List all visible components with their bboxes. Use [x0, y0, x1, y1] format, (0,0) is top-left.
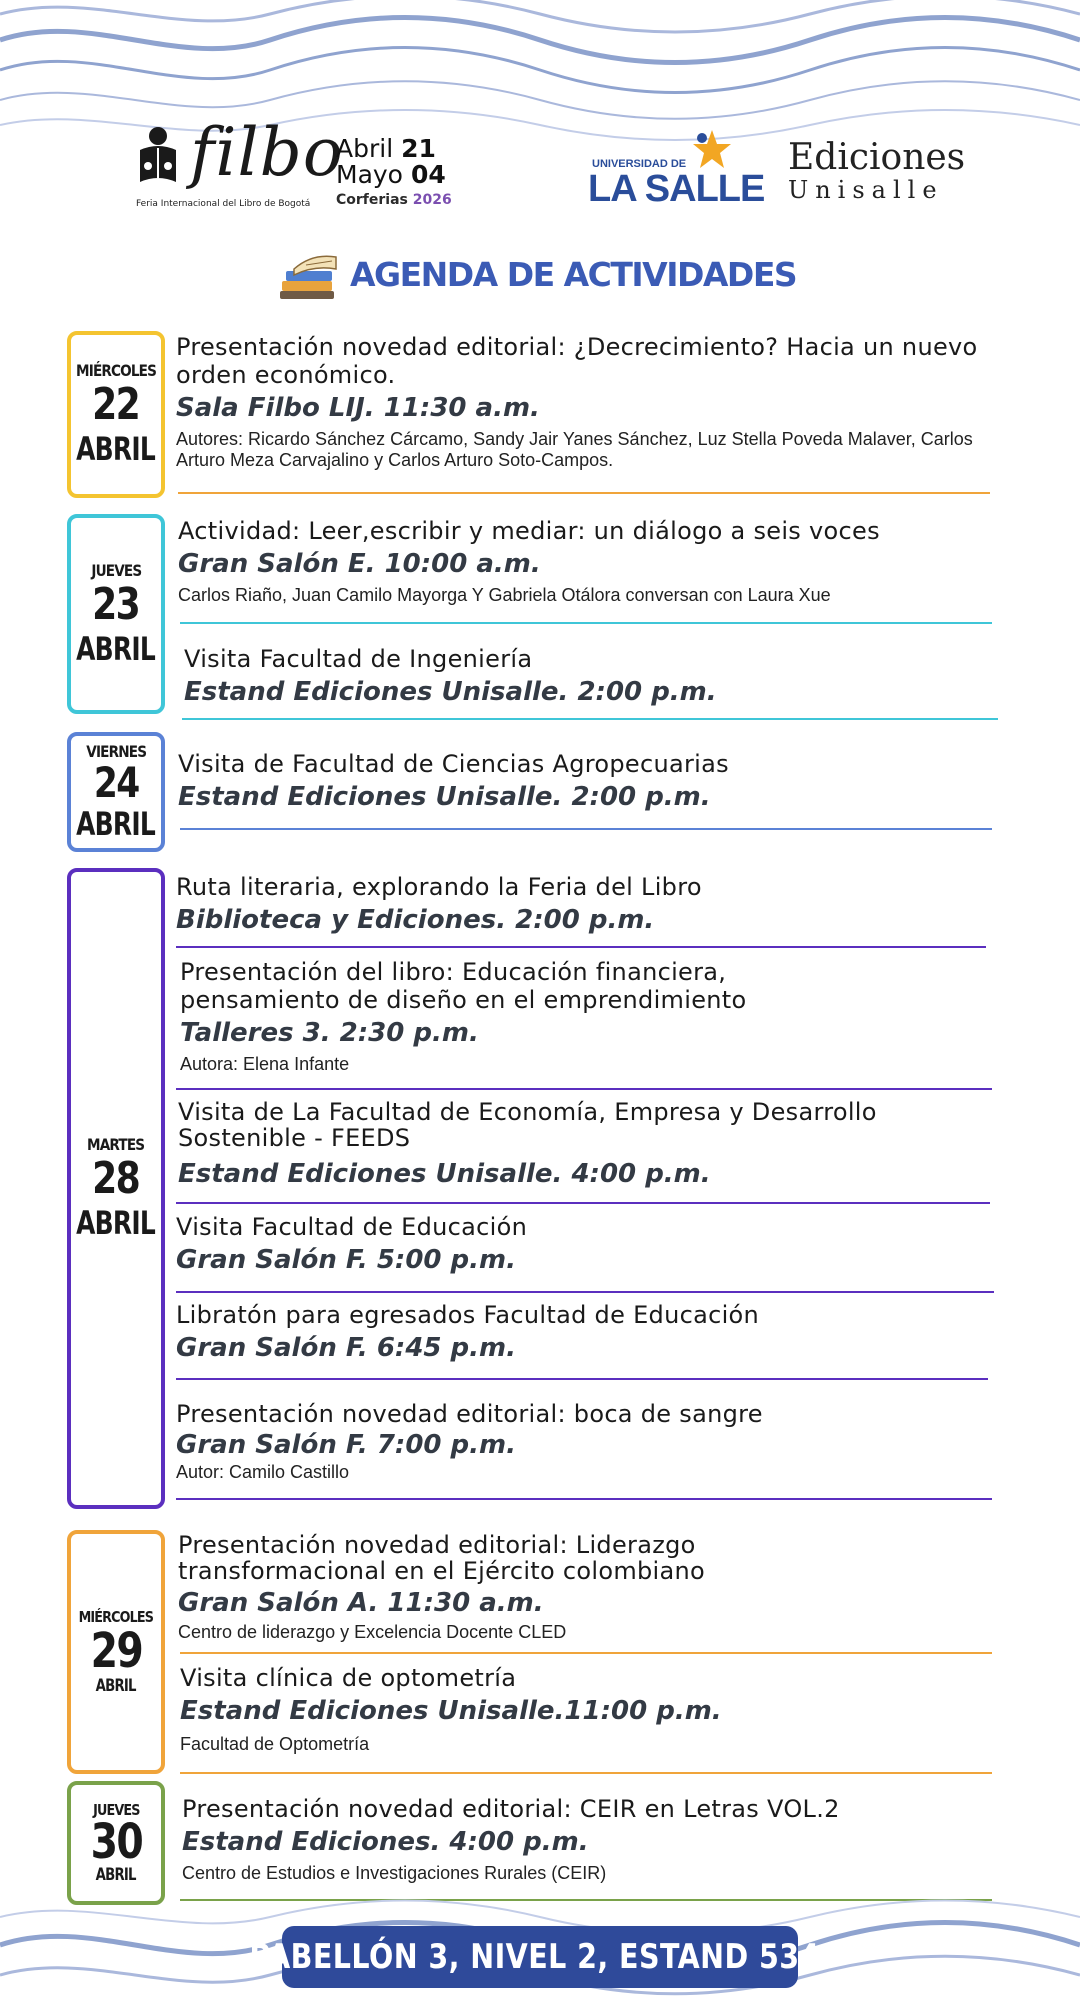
- event-divider: [176, 946, 986, 948]
- event-item: [184, 645, 1004, 709]
- filbo-dates: [336, 136, 446, 188]
- date-box-29-abril: [67, 1530, 165, 1774]
- event-item: [176, 873, 996, 937]
- event-divider: [176, 1291, 994, 1293]
- event-item: [178, 1099, 1008, 1191]
- date-day: 28: [92, 1153, 140, 1204]
- event-place: Gran Salón E. 10:00 a.m.: [178, 549, 541, 579]
- filbo-wordmark: filbo: [190, 114, 344, 191]
- filbo-start-month: Abril: [336, 134, 394, 163]
- filbo-logo: [132, 114, 462, 216]
- event-note: Centro de liderazgo y Excelencia Docente CLED: [178, 1622, 567, 1642]
- date-day: 30: [90, 1814, 142, 1870]
- filbo-start-day: 21: [401, 134, 436, 163]
- event-note: Centro de Estudios e Investigaciones Rurales (CEIR): [182, 1863, 607, 1883]
- event-place: Gran Salón F. 5:00 p.m.: [176, 1245, 517, 1275]
- event-title: Visita clínica de optometría: [180, 1664, 517, 1692]
- books-icon: [276, 247, 342, 301]
- event-note: Autora: Elena Infante: [180, 1054, 350, 1074]
- event-title: Presentación novedad editorial: ¿Decrecimiento? Hacia un nuevo orden económico.: [176, 333, 978, 389]
- date-box-28-abril: [67, 868, 165, 1509]
- event-place: Estand Ediciones. 4:00 p.m.: [182, 1827, 589, 1857]
- event-item: [180, 958, 880, 1075]
- date-day: 22: [92, 379, 140, 430]
- event-title: Visita Facultad de Educación: [176, 1213, 528, 1241]
- event-note: Facultad de Optometría: [180, 1734, 370, 1754]
- event-item: [176, 1400, 996, 1483]
- date-weekday: JUEVES: [92, 1801, 140, 1819]
- star-icon: [692, 128, 732, 172]
- event-item: [180, 1664, 1000, 1755]
- event-item: [176, 1301, 996, 1365]
- filbo-venue: [336, 192, 452, 208]
- date-month: ABRIL: [76, 629, 156, 668]
- date-month: ABRIL: [76, 1204, 156, 1242]
- date-day: 24: [93, 757, 139, 807]
- event-place: Estand Ediciones Unisalle. 2:00 p.m.: [184, 677, 717, 707]
- event-place: Gran Salón F. 6:45 p.m.: [176, 1333, 517, 1363]
- lasalle-logo: [588, 128, 768, 208]
- date-box-23-abril: [67, 514, 165, 714]
- event-title: Visita de Facultad de Ciencias Agropecuarias: [178, 750, 729, 778]
- event-divider: [180, 622, 992, 624]
- event-title: Visita Facultad de Ingeniería: [184, 645, 533, 673]
- event-divider: [176, 1202, 990, 1204]
- event-item: [178, 517, 998, 606]
- lasalle-big-text: LA SALLE: [588, 168, 765, 210]
- lasalle-small-text: UNIVERSIDAD DE: [592, 158, 687, 170]
- event-title: Presentación del libro: Educación financiera, pensamiento de diseño en el emprendimiento: [180, 958, 747, 1014]
- event-place: Estand Ediciones Unisalle. 4:00 p.m.: [178, 1159, 711, 1189]
- date-weekday: MIÉRCOLES: [75, 361, 157, 380]
- event-divider: [176, 1498, 992, 1500]
- event-place: Biblioteca y Ediciones. 2:00 p.m.: [176, 905, 655, 935]
- filbo-venue-name: Corferias: [336, 192, 408, 208]
- date-weekday: JUEVES: [91, 560, 141, 580]
- date-box-30-abril: [67, 1781, 165, 1905]
- event-item: [178, 750, 998, 814]
- agenda-title-text: AGENDA DE ACTIVIDADES: [350, 254, 797, 294]
- ediciones-word: Ediciones: [788, 137, 966, 178]
- event-item: [176, 1213, 996, 1277]
- event-title: Actividad: Leer,escribir y mediar: un diálogo a seis voces: [178, 517, 880, 545]
- location-text: PABELLÓN 3, NIVEL 2, ESTAND 534.: [249, 1937, 831, 1977]
- date-weekday: MARTES: [87, 1135, 145, 1154]
- event-note: Autores: Ricardo Sánchez Cárcamo, Sandy Jair Yanes Sánchez, Luz Stella Poveda Malaver, Carlos Arturo Meza Carvajalino y Carlos Arturo Soto-Campos.: [176, 429, 973, 470]
- date-box-22-abril: [67, 331, 165, 498]
- event-divider: [180, 1772, 992, 1774]
- event-divider: [176, 1088, 992, 1090]
- event-note: Autor: Camilo Castillo: [176, 1462, 350, 1482]
- event-item: [182, 1795, 1002, 1884]
- event-title: Presentación novedad editorial: boca de sangre: [176, 1400, 763, 1428]
- date-month: ABRIL: [76, 804, 156, 843]
- event-title: Ruta literaria, explorando la Feria del Libro: [176, 873, 702, 901]
- event-divider: [178, 492, 990, 494]
- event-place: Estand Ediciones Unisalle. 2:00 p.m.: [178, 782, 711, 812]
- event-title: Presentación novedad editorial: CEIR en Letras VOL.2: [182, 1795, 840, 1823]
- filbo-year: 2026: [412, 192, 452, 208]
- filbo-subtitle: Feria Internacional del Libro de Bogotá: [136, 199, 311, 209]
- filbo-end-month: Mayo: [336, 160, 403, 189]
- filbo-reader-icon: [136, 126, 180, 188]
- event-title: Visita de La Facultad de Economía, Empresa y Desarrollo Sostenible - FEEDS: [178, 1098, 877, 1152]
- location-badge: [249, 1926, 831, 1988]
- event-divider: [180, 828, 992, 830]
- event-title: Libratón para egresados Facultad de Educación: [176, 1301, 760, 1329]
- event-item: [176, 333, 996, 471]
- event-place: Sala Filbo LIJ. 11:30 a.m.: [176, 393, 540, 423]
- event-divider: [176, 1378, 988, 1380]
- event-divider: [180, 1652, 992, 1654]
- ediciones-unisalle-logo: [788, 137, 988, 210]
- event-note: Carlos Riaño, Juan Camilo Mayorga Y Gabriela Otálora conversan con Laura Xue: [178, 585, 831, 605]
- event-divider: [182, 718, 998, 720]
- date-box-24-abril: [67, 732, 165, 852]
- date-month: ABRIL: [95, 1865, 137, 1885]
- unisalle-word: Unisalle: [788, 176, 944, 204]
- date-day: 23: [92, 578, 140, 630]
- event-place: Talleres 3. 2:30 p.m.: [180, 1018, 479, 1048]
- event-place: Estand Ediciones Unisalle.11:00 p.m.: [180, 1696, 722, 1726]
- agenda-title: [276, 246, 796, 302]
- event-item: [178, 1532, 878, 1643]
- date-weekday: VIERNES: [86, 741, 146, 761]
- date-weekday: MIÉRCOLES: [78, 1608, 154, 1626]
- event-place: Gran Salón F. 7:00 p.m.: [176, 1430, 517, 1460]
- event-title: Presentación novedad editorial: Liderazgo transformacional en el Ejército colombiano: [178, 1531, 706, 1585]
- date-month: ABRIL: [76, 430, 156, 468]
- filbo-end-day: 04: [410, 160, 446, 189]
- date-month: ABRIL: [95, 1676, 137, 1696]
- date-day: 29: [90, 1623, 142, 1679]
- event-place: Gran Salón A. 11:30 a.m.: [178, 1588, 544, 1618]
